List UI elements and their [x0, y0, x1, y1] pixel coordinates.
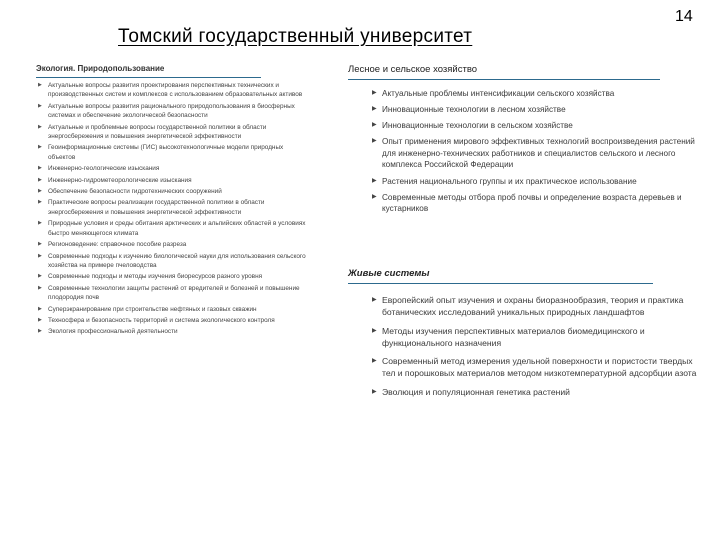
list-item [348, 355, 708, 379]
triangle-bullet-icon: ▶ [372, 358, 377, 364]
list-item [36, 123, 306, 142]
list-item [348, 136, 708, 171]
triangle-bullet-icon: ▶ [38, 102, 42, 109]
list-item [36, 219, 306, 238]
forestry-course-list [348, 88, 708, 215]
triangle-bullet-icon: ▶ [372, 122, 377, 129]
triangle-bullet-icon: ▶ [372, 106, 377, 113]
list-item-text: Регионоведение: справочное пособие разреза [48, 241, 187, 249]
list-item [36, 272, 306, 281]
right-column-forestry [348, 64, 708, 219]
list-item [36, 305, 306, 314]
list-item [348, 386, 708, 398]
section-heading-ecology: Экология. Природопользование [36, 64, 261, 78]
list-item-text: Инженерно-гидрометеорологические изыскания [48, 176, 192, 184]
triangle-bullet-icon: ▶ [38, 82, 42, 88]
triangle-bullet-icon: ▶ [38, 176, 42, 183]
living-systems-course-list [348, 294, 708, 398]
section-heading-living-systems: Живые системы [348, 268, 653, 284]
list-item-text: Техносфера и безопасность территорий и система экологического контроля [48, 316, 275, 324]
left-column-ecology [36, 64, 306, 339]
list-item [348, 104, 708, 116]
triangle-bullet-icon: ▶ [372, 193, 377, 200]
triangle-bullet-icon: ▶ [372, 388, 377, 395]
list-item [348, 325, 708, 349]
list-item-text: Суперэкранирование при строительстве нефтяных и газовых скважин [48, 305, 257, 313]
list-item-text: Современные технологии защиты растений от вредителей и болезней и повышение плодородия почв [48, 284, 300, 302]
triangle-bullet-icon: ▶ [38, 220, 42, 227]
list-item-text: Актуальные проблемы интенсификации сельского хозяйства [382, 89, 615, 98]
triangle-bullet-icon: ▶ [38, 144, 42, 151]
triangle-bullet-icon: ▶ [38, 123, 42, 130]
triangle-bullet-icon: ▶ [372, 327, 377, 334]
triangle-bullet-icon: ▶ [38, 199, 42, 206]
list-item-text: Эволюция и популяционная генетика растений [382, 386, 570, 397]
right-column-living-systems [348, 268, 708, 404]
list-item [36, 316, 306, 325]
section-heading-forestry: Лесное и сельское хозяйство [348, 64, 660, 80]
list-item-text: Опыт применения мирового эффективных технологий воспроизведения растений для инженерно-технических работников и специалистов сельского и лесного комплекса Российской Федерации [382, 137, 695, 170]
list-item-text: Обеспечение безопасности гидротехнических сооружений [48, 188, 222, 196]
list-item-text: Инновационные технологии в лесном хозяйстве [382, 105, 566, 115]
triangle-bullet-icon: ▶ [38, 252, 42, 259]
list-item [36, 164, 306, 173]
triangle-bullet-icon: ▶ [372, 297, 377, 303]
list-item-text: Геоинформационные системы (ГИС) высокотехнологичные модели природных объектов [48, 144, 284, 161]
list-item-text: Инженерно-геологические изыскания [48, 165, 160, 173]
list-item-text: Современные подходы и методы изучения биоресурсов разного уровня [48, 273, 263, 281]
list-item-text: Европейский опыт изучения и охраны биоразнообразия, теория и практика ботанических исследований уникальных природных ландшафтов [382, 295, 684, 317]
triangle-bullet-icon: ▶ [38, 316, 42, 323]
list-item-text: Современные методы отбора проб почвы и определение возраста деревьев и кустарников [382, 192, 682, 214]
list-item [36, 102, 306, 121]
list-item [348, 120, 708, 132]
list-item [36, 81, 306, 100]
triangle-bullet-icon: ▶ [372, 138, 377, 145]
list-item-text: Современные подходы к изучению биологической науки для использования сельского хозяйства на примере пчеловодства [48, 252, 306, 269]
list-item-text: Актуальные вопросы развития проектирования перспективных технических и производственных систем и комплексов с использованием образовательных активов [48, 82, 303, 99]
ecology-course-list [36, 81, 306, 337]
list-item-text: Природные условия и среды обитания арктических и альпийских областей в условиях быстро меняющегося климата [48, 220, 306, 237]
list-item [348, 176, 708, 188]
list-item-text: Растения национального группы и их практическое использование [382, 176, 637, 186]
list-item [348, 192, 708, 215]
list-item [348, 88, 708, 100]
list-item-text: Методы изучения перспективных материалов биомедицинского и функционального назначения [382, 325, 645, 348]
list-item-text: Современный метод измерения удельной поверхности и пористости твердых тел и порошковых материалов методом низкотемпературной адсорбции азота [382, 356, 697, 378]
triangle-bullet-icon: ▶ [38, 305, 42, 312]
list-item [36, 176, 306, 185]
list-item [36, 252, 306, 271]
triangle-bullet-icon: ▶ [38, 328, 42, 335]
triangle-bullet-icon: ▶ [372, 177, 377, 184]
list-item [36, 187, 306, 196]
list-item-text: Актуальные и проблемные вопросы государственной политики в области энергосбережения и повышения энергетической эффективности [48, 123, 267, 141]
list-item [348, 294, 708, 318]
page-number: 14 [675, 8, 693, 25]
triangle-bullet-icon: ▶ [38, 188, 42, 195]
list-item [36, 143, 306, 162]
slide-title: Томский государственный университет [118, 26, 473, 47]
list-item [36, 240, 306, 249]
triangle-bullet-icon: ▶ [38, 241, 42, 248]
list-item [36, 284, 306, 303]
triangle-bullet-icon: ▶ [372, 90, 377, 96]
list-item [36, 327, 306, 336]
list-item [36, 198, 306, 217]
list-item-text: Актуальные вопросы развития рационального природопользования в биосферных системах и обеспечение экологической безопасности [48, 102, 295, 120]
list-item-text: Инновационные технологии в сельском хозяйстве [382, 121, 573, 131]
triangle-bullet-icon: ▶ [38, 284, 42, 291]
list-item-text: Экология профессиональной деятельности [48, 328, 178, 336]
triangle-bullet-icon: ▶ [38, 273, 42, 280]
triangle-bullet-icon: ▶ [38, 165, 42, 172]
list-item-text: Практические вопросы реализации государственной политики в области энергосбережения и повышения энергетической эффективности [48, 199, 265, 216]
